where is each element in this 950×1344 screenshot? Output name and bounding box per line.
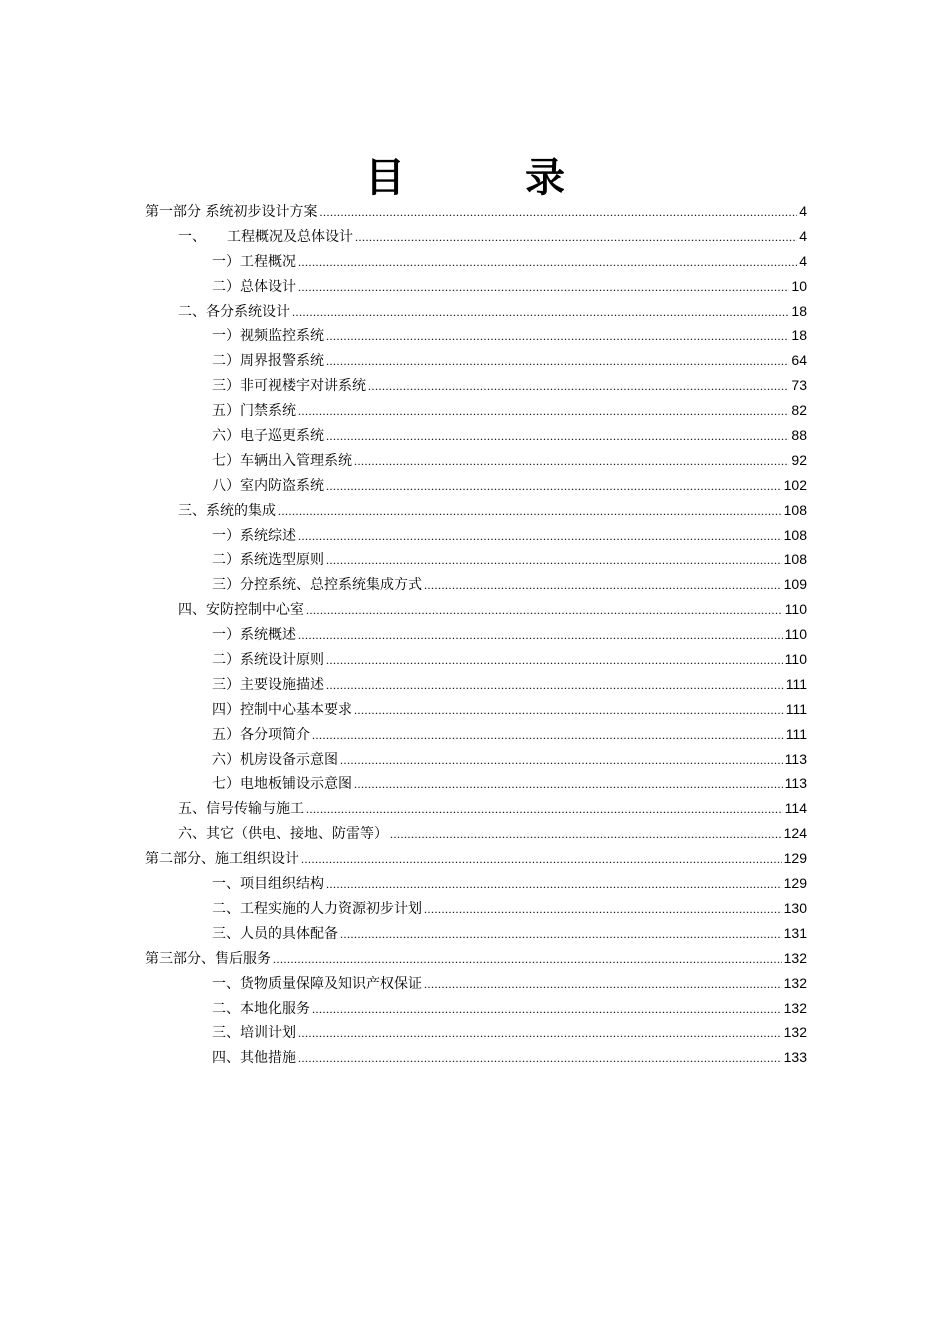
toc-entry[interactable] xyxy=(145,1020,807,1045)
toc-entry-label: 七）车辆出入管理系统 xyxy=(212,452,352,469)
toc-entry[interactable] xyxy=(145,448,807,473)
toc-dot-leader xyxy=(301,847,782,871)
toc-entry[interactable] xyxy=(145,622,807,647)
toc-dot-leader xyxy=(312,723,784,747)
toc-entry[interactable] xyxy=(145,199,807,224)
toc-entry-page-number: 133 xyxy=(783,1049,807,1066)
toc-entry[interactable] xyxy=(145,473,807,498)
toc-dot-leader xyxy=(424,897,782,921)
toc-dot-leader xyxy=(326,324,789,348)
toc-dot-leader xyxy=(298,250,797,274)
toc-entry-label: 四）控制中心基本要求 xyxy=(212,701,352,718)
toc-dot-leader xyxy=(306,797,783,821)
toc-dot-leader xyxy=(340,748,783,772)
toc-entry-page-number: 129 xyxy=(783,875,807,892)
toc-entry-page-number: 18 xyxy=(791,327,807,344)
toc-entry-label: 三）非可视楼宇对讲系统 xyxy=(212,378,366,395)
toc-entry-label: 一、 工程概况及总体设计 xyxy=(178,228,353,245)
toc-entry-label: 二、工程实施的人力资源初步计划 xyxy=(212,900,422,917)
toc-entry-label: 五）门禁系统 xyxy=(212,403,296,420)
toc-dot-leader xyxy=(292,300,789,324)
toc-entry[interactable] xyxy=(145,747,807,772)
toc-entry-label: 三、培训计划 xyxy=(212,1025,296,1042)
toc-entry-label: 八）室内防盗系统 xyxy=(212,477,324,494)
toc-entry-label: 三）分控系统、总控系统集成方式 xyxy=(212,577,422,594)
toc-entry[interactable] xyxy=(145,547,807,572)
toc-entry-label: 二）周界报警系统 xyxy=(212,353,324,370)
toc-entry-page-number: 88 xyxy=(791,427,807,444)
toc-entry-page-number: 110 xyxy=(784,626,807,643)
toc-dot-leader xyxy=(298,524,782,548)
toc-entry-label: 一）系统综述 xyxy=(212,527,296,544)
toc-entry-label: 二）总体设计 xyxy=(212,278,296,295)
toc-entry-label: 二）系统选型原则 xyxy=(212,552,324,569)
table-of-contents xyxy=(145,199,807,1070)
toc-entry[interactable] xyxy=(145,274,807,299)
toc-entry-page-number: 82 xyxy=(791,402,807,419)
toc-entry-label: 二、本地化服务 xyxy=(212,1000,310,1017)
toc-entry-page-number: 10 xyxy=(791,277,807,294)
toc-entry-label: 一）工程概况 xyxy=(212,253,296,270)
toc-dot-leader xyxy=(326,424,789,448)
toc-entry-page-number: 108 xyxy=(783,551,807,568)
toc-entry[interactable] xyxy=(145,323,807,348)
toc-entry-label: 四、其他措施 xyxy=(212,1050,296,1067)
toc-entry[interactable] xyxy=(145,348,807,373)
toc-entry[interactable] xyxy=(145,796,807,821)
toc-dot-leader xyxy=(326,648,783,672)
toc-entry-page-number: 110 xyxy=(784,651,807,668)
toc-entry-page-number: 132 xyxy=(783,949,807,966)
toc-dot-leader xyxy=(306,598,783,622)
toc-dot-leader xyxy=(424,972,782,996)
toc-entry-label: 六）电子巡更系统 xyxy=(212,428,324,445)
toc-entry-label: 三）主要设施描述 xyxy=(212,676,324,693)
toc-entry-page-number: 132 xyxy=(783,1024,807,1041)
toc-entry-label: 五、信号传输与施工 xyxy=(178,801,304,818)
toc-entry-label: 一、项目组织结构 xyxy=(212,876,324,893)
toc-dot-leader xyxy=(368,374,789,398)
toc-entry-page-number: 111 xyxy=(785,725,807,742)
toc-dot-leader xyxy=(355,225,797,249)
toc-entry-page-number: 108 xyxy=(783,501,807,518)
toc-entry-page-number: 4 xyxy=(799,203,807,219)
toc-entry-page-number: 124 xyxy=(783,825,807,842)
toc-entry[interactable] xyxy=(145,672,807,697)
toc-entry[interactable] xyxy=(145,647,807,672)
toc-entry-label: 一、货物质量保障及知识产权保证 xyxy=(212,975,422,992)
toc-entry-page-number: 92 xyxy=(791,451,807,468)
toc-entry[interactable] xyxy=(145,821,807,846)
toc-entry[interactable] xyxy=(145,921,807,946)
toc-entry-label: 五）各分项简介 xyxy=(212,726,310,743)
toc-dot-leader xyxy=(298,1021,782,1045)
toc-dot-leader xyxy=(390,822,782,846)
toc-entry[interactable] xyxy=(145,871,807,896)
toc-entry-page-number: 110 xyxy=(784,601,807,618)
toc-dot-leader xyxy=(424,573,782,597)
toc-entry[interactable] xyxy=(145,373,807,398)
toc-title: 目 录 xyxy=(365,154,605,201)
toc-entry[interactable] xyxy=(145,697,807,722)
toc-dot-leader xyxy=(354,772,783,796)
toc-entry-label: 第一部分 系统初步设计方案 xyxy=(145,204,318,220)
toc-entry-page-number: 131 xyxy=(783,924,807,941)
toc-entry[interactable] xyxy=(145,398,807,423)
toc-dot-leader xyxy=(326,673,784,697)
toc-dot-leader xyxy=(326,872,782,896)
toc-dot-leader xyxy=(273,947,782,971)
toc-entry-label: 第三部分、售后服务 xyxy=(145,950,271,967)
toc-entry[interactable] xyxy=(145,249,807,274)
toc-entry-label: 三、人员的具体配备 xyxy=(212,925,338,942)
toc-entry[interactable] xyxy=(145,597,807,622)
toc-entry-page-number: 132 xyxy=(783,999,807,1016)
toc-entry-label: 七）电地板铺设示意图 xyxy=(212,776,352,793)
toc-entry-label: 六、其它（供电、接地、防雷等） xyxy=(178,826,388,843)
toc-entry-label: 四、安防控制中心室 xyxy=(178,602,304,619)
toc-entry[interactable] xyxy=(145,498,807,523)
toc-entry-label: 二、各分系统设计 xyxy=(178,303,290,320)
toc-entry-page-number: 108 xyxy=(783,526,807,543)
toc-entry-page-number: 111 xyxy=(785,675,807,692)
toc-entry[interactable] xyxy=(145,846,807,871)
toc-dot-leader xyxy=(298,275,789,299)
toc-entry-label: 二）系统设计原则 xyxy=(212,652,324,669)
toc-entry[interactable] xyxy=(145,423,807,448)
toc-entry-label: 一）系统概述 xyxy=(212,627,296,644)
toc-dot-leader xyxy=(298,1046,782,1070)
toc-dot-leader xyxy=(298,399,789,423)
toc-entry[interactable] xyxy=(145,722,807,747)
toc-entry-page-number: 18 xyxy=(791,302,807,319)
toc-entry-label: 三、系统的集成 xyxy=(178,502,276,519)
toc-entry-page-number: 109 xyxy=(783,576,807,593)
toc-entry-page-number: 129 xyxy=(783,850,807,867)
toc-entry-label: 第二部分、施工组织设计 xyxy=(145,851,299,868)
toc-entry-page-number: 132 xyxy=(783,974,807,991)
toc-entry-label: 六）机房设备示意图 xyxy=(212,751,338,768)
toc-entry-page-number: 4 xyxy=(799,252,807,269)
toc-entry[interactable] xyxy=(145,1045,807,1070)
toc-dot-leader xyxy=(354,449,789,473)
toc-entry[interactable] xyxy=(145,896,807,921)
toc-entry[interactable] xyxy=(145,971,807,996)
toc-entry-page-number: 64 xyxy=(791,352,807,369)
toc-entry-page-number: 113 xyxy=(784,750,807,767)
toc-dot-leader xyxy=(278,499,782,523)
toc-entry[interactable] xyxy=(145,771,807,796)
toc-dot-leader xyxy=(312,997,782,1021)
toc-entry-page-number: 113 xyxy=(784,775,807,792)
toc-entry-page-number: 102 xyxy=(783,476,807,493)
toc-dot-leader xyxy=(298,623,783,647)
toc-entry-page-number: 114 xyxy=(784,800,807,817)
toc-dot-leader xyxy=(326,474,782,498)
toc-entry[interactable] xyxy=(145,996,807,1021)
toc-dot-leader xyxy=(319,200,797,224)
toc-dot-leader xyxy=(326,349,789,373)
toc-entry[interactable] xyxy=(145,523,807,548)
toc-entry[interactable] xyxy=(145,572,807,597)
toc-entry[interactable] xyxy=(145,946,807,971)
toc-dot-leader xyxy=(326,548,782,572)
toc-entry[interactable] xyxy=(145,299,807,324)
toc-dot-leader xyxy=(340,922,782,946)
toc-entry-page-number: 111 xyxy=(785,700,807,717)
toc-entry-page-number: 73 xyxy=(791,377,807,394)
toc-entry-page-number: 130 xyxy=(783,899,807,916)
toc-dot-leader xyxy=(354,698,784,722)
toc-entry[interactable] xyxy=(145,224,807,249)
toc-entry-page-number: 4 xyxy=(799,227,807,244)
toc-entry-label: 一）视频监控系统 xyxy=(212,328,324,345)
